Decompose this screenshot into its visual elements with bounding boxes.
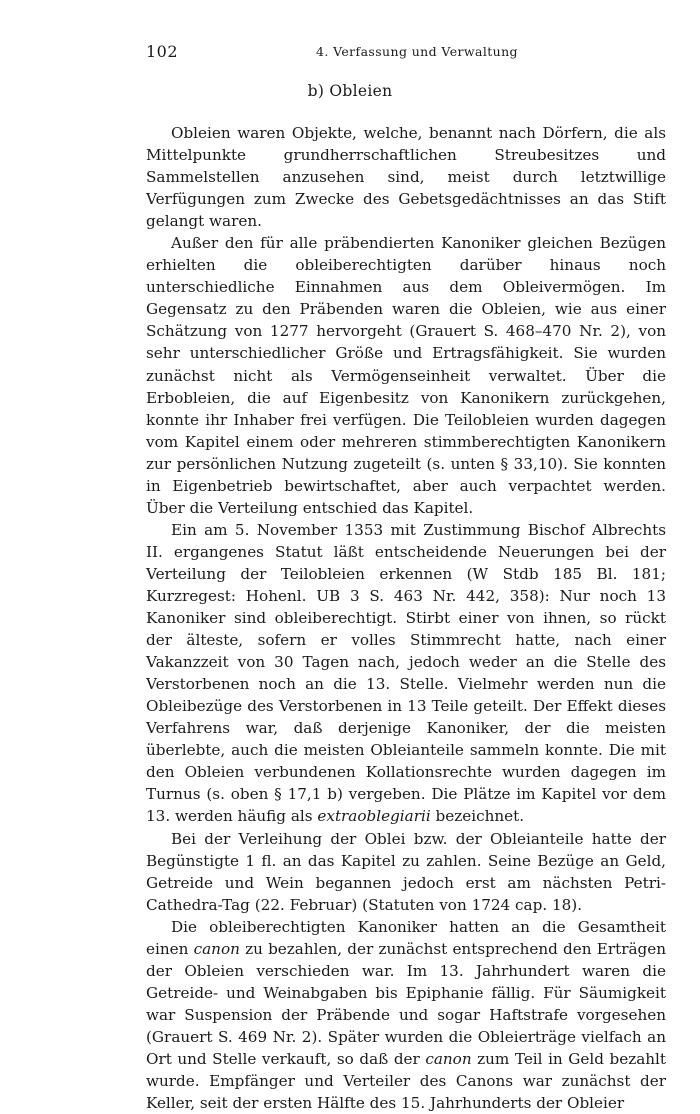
paragraph-4: Bei der Verleihung der Oblei bzw. der Obleianteile hatte der Begünstigte 1 fl. an das Kapitel zu zahlen. Seine Bezüge an Geld, Getreide und Wein begannen jedoch erst am nächsten Petri-Cathedra-Tag (22. Februar) (Statuten von 1724 cap. 18). <box>146 829 666 914</box>
running-header <box>146 42 666 62</box>
paragraph-5-term-1: canon <box>193 939 240 958</box>
paragraph-3 <box>146 519 666 828</box>
paragraph-2: Außer den für alle präbendierten Kanoniker gleichen Bezügen erhielten die obleiberechtigten darüber hinaus noch unterschiedliche Einnahmen aus dem Obleivermögen. Im Gegensatz zu den Präbenden waren die Obleien, wie aus einer Schätzung von 1277 hervorgeht (Grauert S. 468–470 Nr. 2), von sehr unterschiedlicher Größe und Ertragsfähigkeit. Sie wurden zunächst nicht als Vermögenseinheit verwaltet. Über die Erbobleien, die auf Eigenbesitz von Kanonikern zurückgehen, konnte ihr Inhaber frei verfügen. Die Teilobleien wurden dagegen vom Kapitel einem oder mehreren stimmberechtigten Kanonikern zur persönlichen Nutzung zugeteilt (s. unten § 33,10). Sie konnten in Eigenbetrieb bewirtschaftet, aber auch verpachtet werden. Über die Verteilung entschied das Kapitel. <box>146 234 666 517</box>
paragraph-1: Obleien waren Objekte, welche, benannt nach Dörfern, die als Mittelpunkte grundherrschaftlichen Streubesitzes und Sammelstellen anzusehen sind, meist durch letztwillige Verfügungen zum Zwecke des Gebetsgedächtnisses an das Stift gelangt waren. <box>146 124 666 231</box>
paragraph-3-text-b: bezeichnet. <box>430 807 525 826</box>
page-number: 102 <box>146 42 179 61</box>
paragraph-5-text-c: zum Teil in Geld bezahlt wurde. Empfänger und Verteiler des Canons war zunächst der Keller, seit der ersten Hälfte des 15. Jahrhunderts der Obleier <box>146 1049 666 1113</box>
paragraph-5 <box>146 916 666 1114</box>
body-text <box>146 122 666 1114</box>
section-heading: b) Obleien <box>307 82 393 100</box>
paragraph-5-text-b: zu bezahlen, der zunächst entsprechend den Erträgen der Obleien verschieden war. Im 13. Jahrhundert waren die Getreide- und Weinabgaben bis Epiphanie fällig. Für Säumigkeit war Suspension der Präbende und sogar Haftstrafe vorgesehen (Grauert S. 469 Nr. 2). Später wurden die Obleierträge vielfach an Ort und Stelle verkauft, so daß der <box>146 939 667 1068</box>
chapter-title: 4. Verfassung und Verwaltung <box>316 44 518 59</box>
paragraph-3-text-a: Ein am 5. November 1353 mit Zustimmung Bischof Albrechts II. ergangenes Statut läßt entscheidende Neuerungen bei der Verteilung der Teilobleien erkennen (W Stdb 185 Bl. 181; Kurzregest: Hohenl. UB 3 S. 463 Nr. 442, 358): Nur noch 13 Kanoniker sind obleiberechtigt. Stirbt einer von ihnen, so rückt der älteste, sofern er volles Stimmrecht hatte, nach einer Vakanzzeit von 30 Tagen nach, jedoch weder an die Stelle des Verstorbenen noch an die 13. Stelle. Vielmehr werden nun die Obleibezüge des Verstorbenen in 13 Teile geteilt. Der Effekt dieses Verfahrens war, daß derjenige Kanoniker, der die meisten überlebte, auch die meisten Obleianteile sammeln konnte. Die mit den Obleien verbundenen Kollationsrechte wurden dagegen im Turnus (s. oben § 17,1 b) vergeben. Die Plätze im Kapitel vor dem 13. werden häufig als <box>146 520 666 826</box>
paragraph-5-text-a: Die obleiberechtigten Kanoniker hatten an die Gesamtheit einen <box>146 917 666 958</box>
paragraph-3-term: extraoblegiarii <box>317 807 431 826</box>
paragraph-5-term-2: canon <box>425 1049 472 1068</box>
